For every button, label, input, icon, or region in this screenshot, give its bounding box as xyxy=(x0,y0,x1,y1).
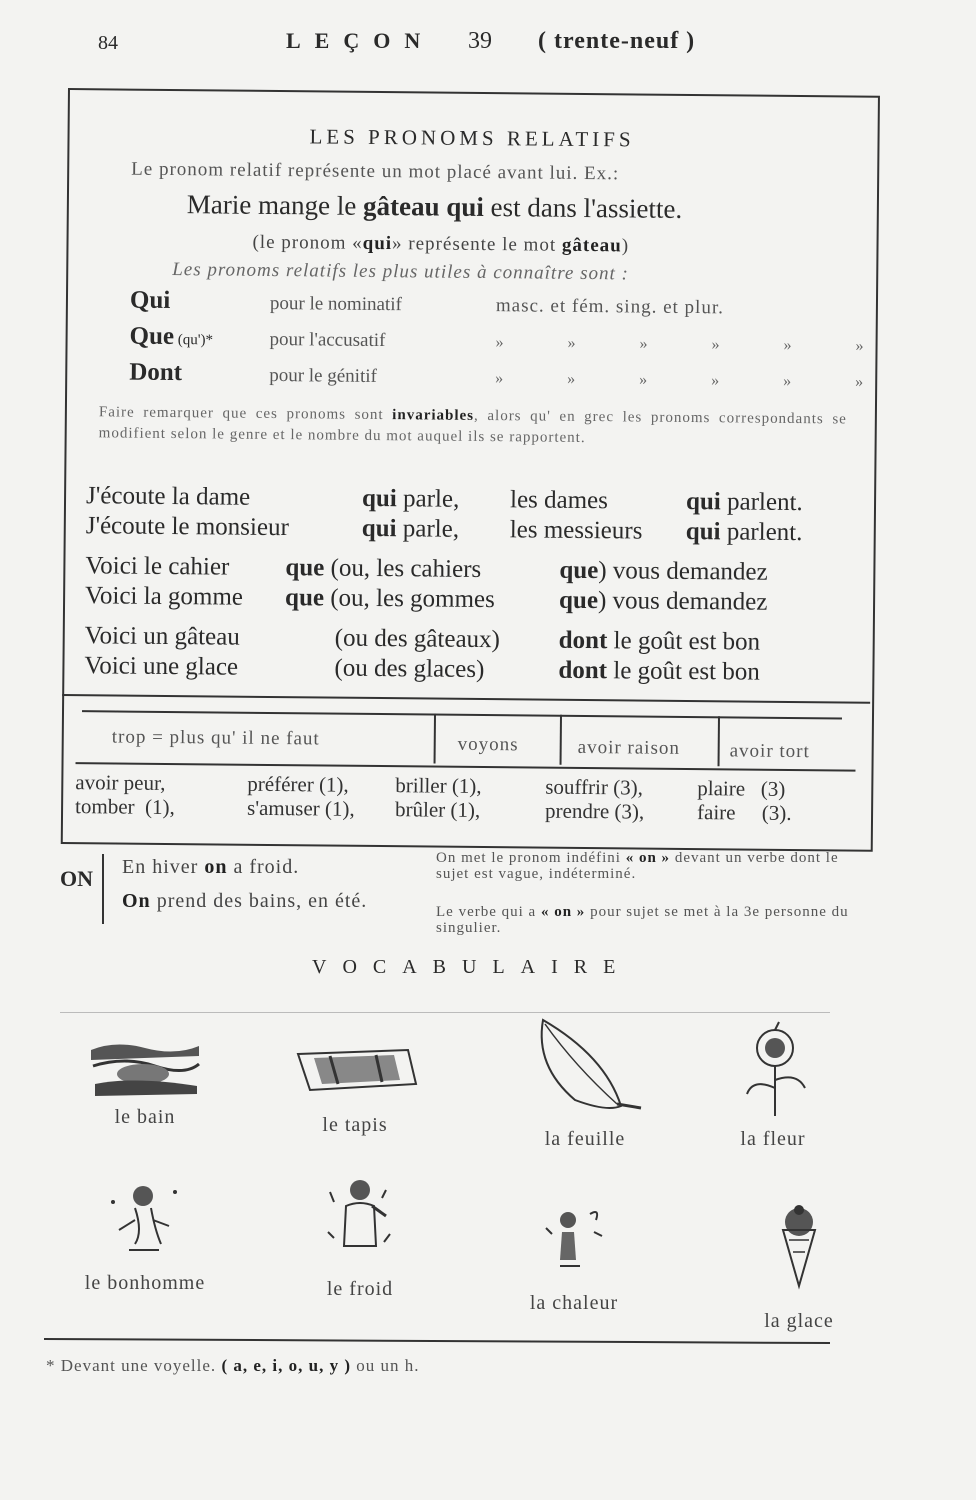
intro-text: Le pronom relatif représente un mot placé avant lui. Ex.: xyxy=(131,158,620,185)
pronoun-gender: masc. et fém. sing. et plur. xyxy=(495,295,725,319)
verbs-row: tomber (1), s'amuser (1), brûler (1), prendre (3), faire (3). xyxy=(74,794,792,825)
vocab-item xyxy=(744,1200,854,1333)
vocab-label: le froid xyxy=(326,1278,394,1300)
example-sentence: Marie mange le gâteau qui est dans l'assiette. xyxy=(186,189,683,224)
pronoun-case: pour l'accusatif xyxy=(269,328,386,352)
vocab-item xyxy=(70,1180,220,1295)
vocab-label: la fleur xyxy=(740,1128,806,1150)
on-example: En hiver on a froid. xyxy=(122,856,300,878)
lesson-number: 39 xyxy=(468,28,492,54)
vocab-item xyxy=(514,1204,634,1315)
on-label: ON xyxy=(60,866,93,891)
vocab-label: la glace xyxy=(764,1310,834,1332)
pronoun-row xyxy=(130,287,724,321)
lesson-label: LEÇON xyxy=(286,28,435,53)
pronoun-gender: » » » » » » xyxy=(495,334,894,355)
expression-cell: voyons xyxy=(457,733,519,756)
vocab-item xyxy=(520,1016,650,1151)
pronoun-word: Qui xyxy=(129,286,171,314)
page-number: 84 xyxy=(98,32,118,54)
pronoun-case: pour le nominatif xyxy=(269,292,402,316)
vocab-item xyxy=(280,1046,430,1137)
pronoun-case: pour le génitif xyxy=(269,364,377,387)
example-note: (le pronom «qui» représente le mot gâteau) xyxy=(252,231,630,257)
vocab-label: la feuille xyxy=(544,1128,626,1150)
pronoun-row xyxy=(129,359,893,394)
example-sentence-row: J'écoute le monsieur qui parle, les messieurs qui parlent. xyxy=(85,512,803,547)
vocab-label: le tapis xyxy=(322,1114,388,1136)
footnote: * Devant une voyelle. ( a, e, i, o, u, y ) ou un h. xyxy=(46,1356,420,1375)
on-section xyxy=(60,850,860,950)
table-divider xyxy=(62,694,870,704)
table-divider xyxy=(76,762,856,771)
vocab-item xyxy=(80,1036,210,1129)
rules-box xyxy=(61,88,894,852)
vocabulary-rule xyxy=(60,1012,830,1013)
italic-intro: Les pronoms relatifs les plus utiles à connaître sont : xyxy=(172,259,629,285)
little-man-icon xyxy=(105,1180,185,1264)
example-sentence-row: Voici la gomme que (ou, les gommes que) vous demandez xyxy=(84,582,768,616)
example-sentence-row: Voici une glace (ou des glaces) dont le goût est bon xyxy=(84,652,760,686)
lesson-number-words: ( trente-neuf ) xyxy=(538,28,696,54)
vocab-label: le bain xyxy=(114,1106,176,1128)
verbs-row: avoir peur, préférer (1), briller (1), souffrir (3), plaire (3) xyxy=(75,770,786,801)
expression-cell: trop = plus qu' il ne faut xyxy=(111,726,320,750)
box-title: LES PRONOMS RELATIFS xyxy=(309,124,635,152)
table-cell-border xyxy=(434,714,436,764)
pronoun-word: Dont xyxy=(129,358,183,387)
bath-icon xyxy=(85,1036,205,1100)
on-note: Le verbe qui a « on » pour sujet se met à la 3e personne du singulier. xyxy=(436,904,849,936)
example-sentence-row: J'écoute la dame qui parle, les dames qui parlent. xyxy=(85,482,803,517)
expression-cell: avoir raison xyxy=(577,736,681,759)
flower-icon xyxy=(733,1018,813,1118)
pronoun-word: Que (qu')* xyxy=(129,322,214,351)
leaf-icon xyxy=(525,1016,645,1116)
vocab-item xyxy=(718,1018,828,1151)
table-divider xyxy=(82,710,842,719)
pronoun-gender: » » » » » » xyxy=(495,370,894,391)
vocab-label: le bonhomme xyxy=(84,1272,206,1294)
vocab-item xyxy=(300,1172,420,1301)
example-sentence-row: Voici le cahier que (ou, les cahiers que) vous demandez xyxy=(85,552,768,586)
footnote-rule xyxy=(44,1338,830,1344)
vocab-label: la chaleur xyxy=(529,1292,619,1314)
example-sentence-row: Voici un gâteau (ou des gâteaux) dont le goût est bon xyxy=(84,622,761,656)
heat-icon xyxy=(534,1204,614,1280)
table-cell-border xyxy=(560,715,562,765)
on-note: On met le pronom indéfini « on » devant un verbe dont le sujet est vague, indéterminé. xyxy=(436,850,839,882)
ice-cream-icon xyxy=(769,1200,829,1290)
remark-paragraph: Faire remarquer que ces pronoms sont invariables, alors qu' en grec les pronoms correspondants se modifient selon le genre et le nombre du mot auquel ils se rapportent. xyxy=(98,404,847,446)
vocabulary-title: VOCABULAIRE xyxy=(312,956,632,978)
pronoun-row xyxy=(129,323,893,358)
rug-icon xyxy=(290,1046,420,1096)
cold-icon xyxy=(320,1172,400,1268)
table-cell-border xyxy=(718,716,720,766)
on-brace xyxy=(102,854,110,924)
expression-cell: avoir tort xyxy=(729,740,810,763)
on-example: On prend des bains, en été. xyxy=(122,890,368,912)
